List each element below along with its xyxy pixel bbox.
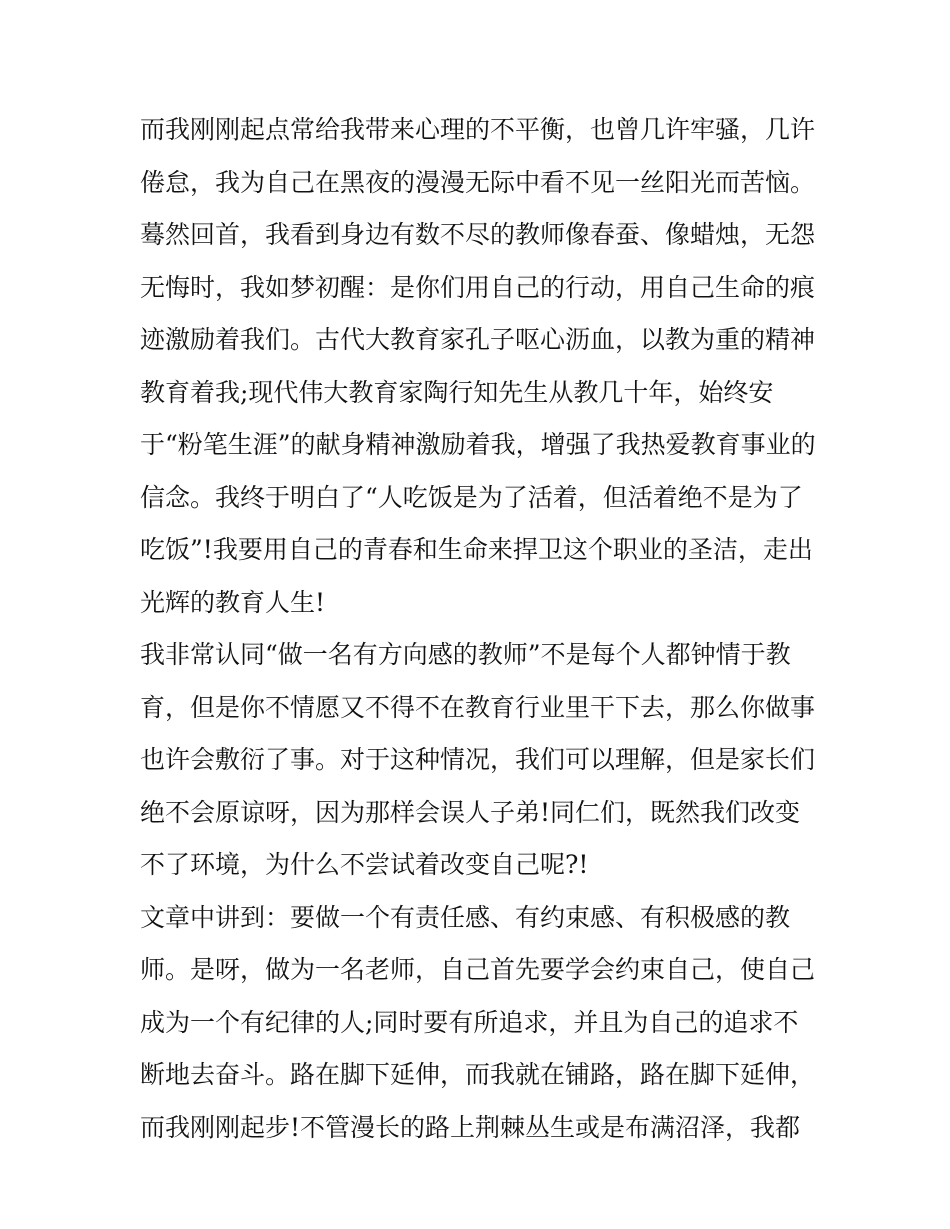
text-line: 无悔时，我如梦初醒：是你们用自己的行动，用自己生命的痕 (140, 272, 816, 302)
text-line: 教育着我;现代伟大教育家陶行知先生从教几十年，始终安 (140, 377, 774, 407)
text-line: 于“粉笔生涯”的献身精神激励着我，增强了我热爱教育事业的 (140, 430, 816, 459)
text-line: 光辉的教育人生! (140, 587, 326, 617)
text-line: 蓦然回首，我看到身边有数不尽的教师像春蚕、像蜡烛，无怨 (140, 220, 816, 249)
text-line: 而我刚刚起点常给我带来心理的不平衡，也曾几许牢骚，几许 (140, 115, 816, 144)
text-line: 迹激励着我们。古代大教育家孔子呕心沥血，以教为重的精神 (140, 325, 816, 354)
text-line: 不了环境，为什么不尝试着改变自己呢?! (140, 850, 589, 879)
text-line: 倦怠，我为自己在黑夜的漫漫无际中看不见一丝阳光而苦恼。 (140, 167, 816, 197)
text-line: 成为一个有纪律的人;同时要有所追求，并且为自己的追求不 (140, 1007, 799, 1037)
text-line: 吃饭”!我要用自己的青春和生命来捍卫这个职业的圣洁，走出 (140, 535, 813, 564)
text-line: 我非常认同“做一名有方向感的教师”不是每个人都钟情于教 (140, 640, 791, 669)
text-line: 师。是呀，做为一名老师，自己首先要学会约束自己，使自己 (140, 955, 816, 984)
text-line: 信念。我终于明白了“人吃饭是为了活着，但活着绝不是为了 (140, 482, 803, 512)
text-line: 而我刚刚起步!不管漫长的路上荆棘丛生或是布满沼泽，我都 (140, 1112, 801, 1142)
text-line: 育，但是你不情愿又不得不在教育行业里干下去，那么你做事 (140, 692, 816, 722)
text-line: 断地去奋斗。路在脚下延伸，而我就在铺路，路在脚下延伸， (140, 1060, 816, 1089)
text-line: 绝不会原谅呀，因为那样会误人子弟!同仁们，既然我们改变 (140, 797, 801, 827)
body-text (140, 104, 820, 1154)
text-line: 也许会敷衍了事。对于这种情况，我们可以理解，但是家长们 (140, 745, 816, 774)
text-line: 文章中讲到：要做一个有责任感、有约束感、有积极感的教 (140, 902, 791, 932)
